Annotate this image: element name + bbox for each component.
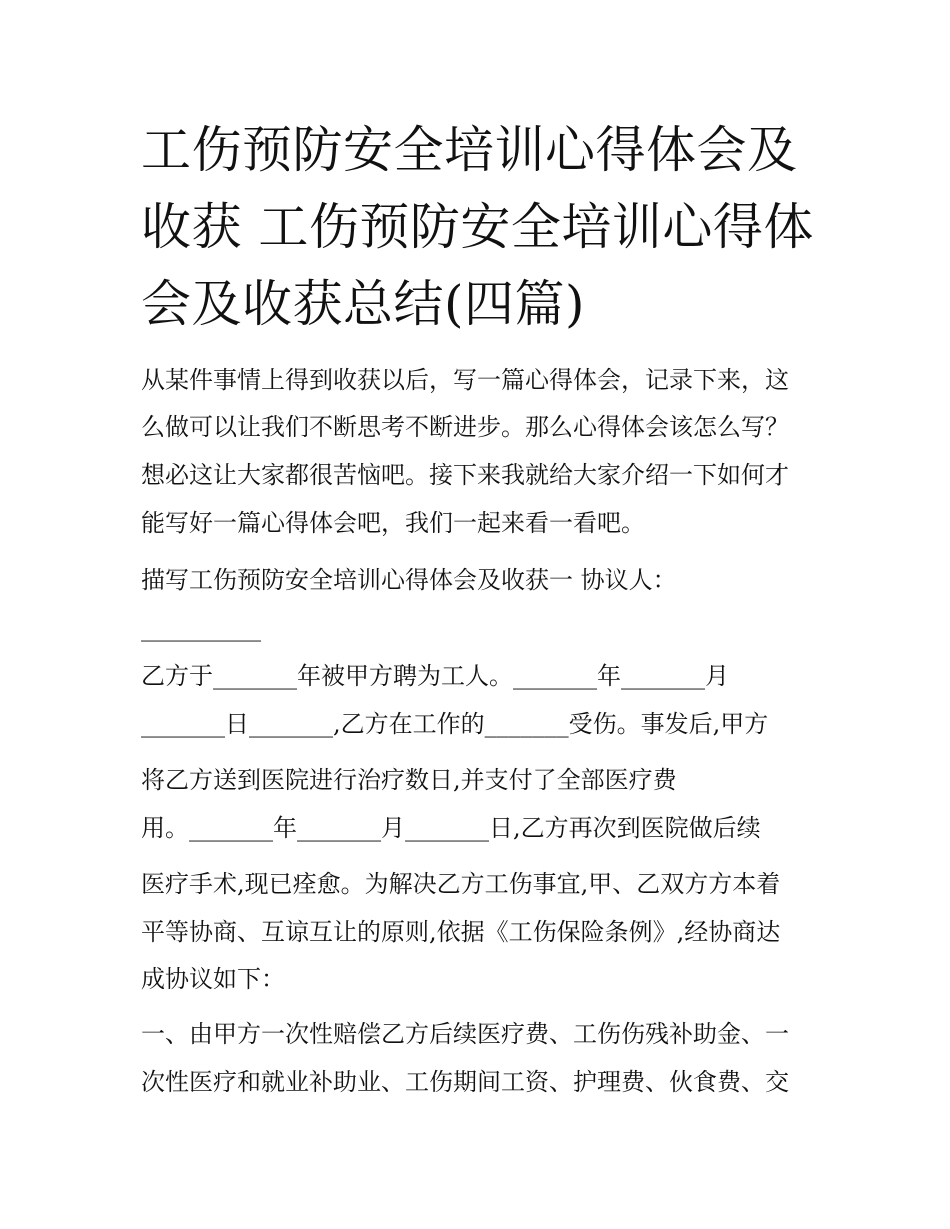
body-line-4: 能写好一篇心得体会吧，我们一起来看一看吧。: [141, 509, 645, 537]
body-line-8: _______日_______,乙方在工作的_______受伤。事发后,甲方: [141, 710, 769, 738]
body-line-10: 用。_______年_______月_______日,乙方再次到医院做后续: [141, 814, 761, 842]
signature-blank-line: __________: [141, 614, 261, 642]
section-heading-1: 描写工伤预防安全培训心得体会及收获一 协议人：: [141, 566, 677, 594]
body-line-13: 成协议如下：: [141, 965, 285, 993]
body-line-12: 平等协商、互谅互让的原则,依据《工伤保险条例》,经协商达: [141, 918, 781, 946]
body-line-15: 次性医疗和就业补助业、工伤期间工资、护理费、伙食费、交: [141, 1068, 789, 1096]
body-line-9: 将乙方送到医院进行治疗数日,并支付了全部医疗费: [141, 766, 677, 794]
document-title: 工伤预防安全培训心得体会及收获 工伤预防安全培训心得体会及收获总结(四篇): [141, 121, 814, 333]
body-line-11: 医疗手术,现已痊愈。为解决乙方工伤事宜,甲、乙双方方本着: [141, 870, 781, 898]
body-line-14: 一、由甲方一次性赔偿乙方后续医疗费、工伤伤残补助金、一: [141, 1020, 789, 1048]
body-line-7: 乙方于_______年被甲方聘为工人。_______年_______月: [141, 662, 729, 690]
body-line-1: 从某件事情上得到收获以后，写一篇心得体会，记录下来，这: [141, 366, 789, 394]
body-line-2: 么做可以让我们不断思考不断进步。那么心得体会该怎么写？: [141, 413, 789, 441]
body-line-3: 想必这让大家都很苦恼吧。接下来我就给大家介绍一下如何才: [141, 461, 789, 489]
